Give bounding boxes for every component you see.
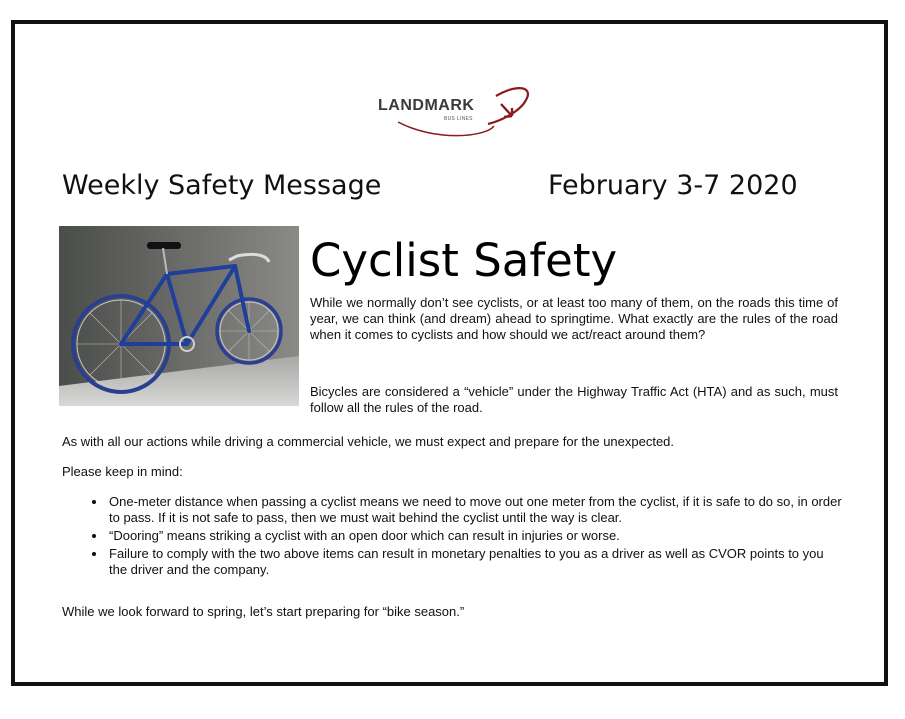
logo-name: LANDMARK [378,97,475,114]
article-title: Cyclist Safety [310,234,618,287]
landmark-logo [376,82,536,138]
bicycle-photo [59,226,299,406]
keep-in-mind-label: Please keep in mind: [62,464,183,479]
logo-subtitle: BUS LINES [444,116,473,122]
list-item: • Failure to comply with the two above items can result in monetary penalties to you as a driver as well as CVOR points to you the driver and the company. [107,546,842,578]
expectation-paragraph: As with all our actions while driving a commercial vehicle, we must expect and prepare for the unexpected. [62,434,675,449]
weekly-safety-heading: Weekly Safety Message [62,170,382,201]
list-item: • One-meter distance when passing a cyclist means we need to move out one meter from the cyclist, if it is safe to do so, in order to pass. If it is not safe to pass, then we must wait behind the cyclist until the way is clear. [107,494,842,526]
date-range: February 3-7 2020 [548,170,798,201]
closing-paragraph: While we look forward to spring, let’s start preparing for “bike season.” [62,604,465,619]
safety-bullet-list [62,494,842,580]
hta-paragraph: Bicycles are considered a “vehicle” under the Highway Traffic Act (HTA) and as such, must follow all the rules of the road. [310,384,838,415]
bicycle-icon [59,226,299,406]
list-item: • “Dooring” means striking a cyclist with an open door which can result in injuries or worse. [107,528,842,544]
intro-paragraph: While we normally don’t see cyclists, or at least too many of them, on the roads this time of year, we can think (and dream) ahead to springtime. What exactly are the rules of the road when it comes to cyclists and how should we act/react around them? [310,295,838,342]
